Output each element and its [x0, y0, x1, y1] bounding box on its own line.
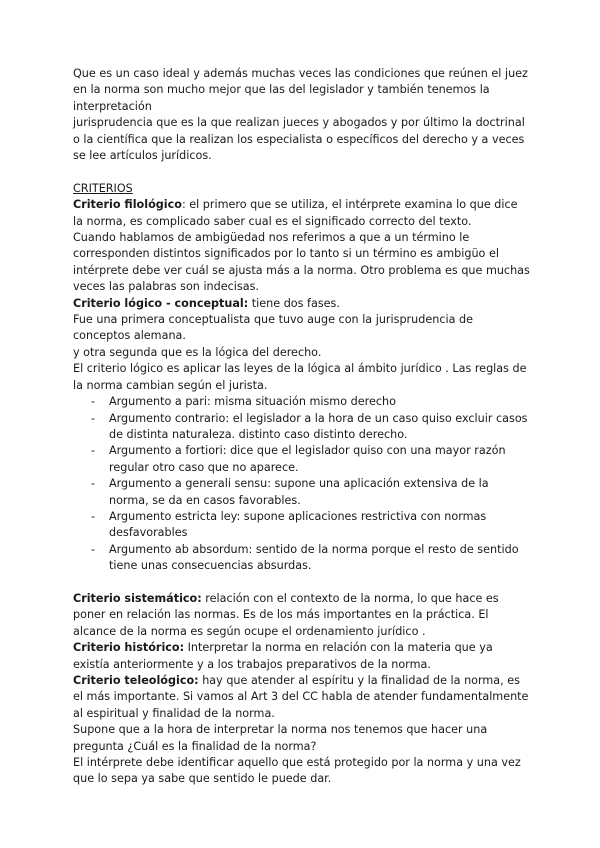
argumento-text: Argumento a pari: misma situación mismo derecho: [109, 395, 396, 409]
list-item: [73, 411, 531, 444]
list-item: [73, 443, 531, 476]
criterio-historico: [73, 640, 531, 673]
criterio-sistematico-text: relación con el contexto de la norma, lo que hace es poner en relación las normas. Es de los más importantes en la práctica. El alcance de la norma es según ocupe el ordenamiento jurídico .: [73, 591, 499, 638]
criterio-teleologico-term: Criterio teleológico:: [73, 674, 199, 687]
list-item: [73, 476, 531, 509]
argumento-text: Argumento estricta ley: supone aplicaciones restrictiva con normas desfavorables: [109, 509, 487, 540]
criterio-filologico: [73, 197, 531, 230]
spacer: [73, 575, 531, 591]
list-item: [73, 394, 531, 410]
criterio-filologico-term: Criterio filológico: [73, 198, 182, 212]
argumento-text: Argumento ab absordum: sentido de la norma porque el resto de sentido tiene unas consecuencias absurdas.: [109, 542, 519, 573]
criterio-sistematico: [73, 591, 531, 640]
dash-bullet: -: [91, 542, 96, 556]
criterio-teleologico: [73, 673, 531, 722]
intro-paragraph-1: Que es un caso ideal y además muchas veces las condiciones que reúnen el juez en la norma son mucho mejor que las del legislador y también tenemos la interpretación: [73, 67, 528, 113]
spacer: [73, 164, 531, 180]
list-item: [73, 509, 531, 542]
document-page: [73, 66, 531, 788]
criterio-filologico-text: : el primero que se utiliza, el intérprete examina lo que dice la norma, es complicado saber cual es el significado correcto del texto.: [73, 198, 518, 228]
criterio-logico-text: tiene dos fases.: [248, 296, 340, 310]
criterio-historico-term: Criterio histórico:: [73, 641, 185, 655]
teleologico-interprete: El intérprete debe identificar aquello que está protegido por la norma y una vez que lo sepa ya sabe que sentido le puede dar.: [73, 756, 521, 786]
dash-bullet: -: [91, 395, 96, 409]
intro-paragraph-2: jurisprudencia que es la que realizan jueces y abogados y por último la doctrinal o la científica que la realizan los especialista o específicos del derecho y a veces se lee artículos jurídicos.: [73, 116, 525, 163]
criterio-teleologico-text: hay que atender al espíritu y la finalidad de la norma, es el más importante. Si vamos al Art 3 del CC habla de atender fundamentalmente al espiritual y finalidad de la norma.: [73, 674, 529, 720]
dash-bullet: -: [91, 509, 96, 523]
argumentos-list: [73, 394, 531, 574]
argumento-text: Argumento a generali sensu: supone una aplicación extensiva de la norma, se da en casos favorables.: [109, 477, 489, 507]
criterio-logico-term: Criterio lógico - conceptual:: [73, 296, 249, 310]
criterio-sistematico-term: Criterio sistemático:: [73, 591, 202, 605]
dash-bullet: -: [91, 444, 96, 458]
teleologico-pregunta: Supone que a la hora de interpretar la norma nos tenemos que hacer una pregunta ¿Cuál es la finalidad de la norma?: [73, 723, 488, 753]
dash-bullet: -: [91, 411, 96, 425]
argumento-text: Argumento a fortiori: dice que el legislador quiso con una mayor razón regular otro caso que no aparece.: [109, 444, 506, 474]
argumento-text: Argumento contrario: el legislador a la hora de un caso quiso excluir casos de distinta naturaleza. distinto caso distinto derecho.: [109, 411, 528, 441]
dash-bullet: -: [91, 477, 96, 491]
logico-definicion: El criterio lógico es aplicar las leyes de la lógica al ámbito jurídico . Las reglas de la norma cambian según el jurista.: [73, 362, 527, 392]
criterio-historico-text: Interpretar la norma en relación con la materia que ya existía anteriormente y a los trabajos preparativos de la norma.: [73, 641, 493, 671]
list-item: [73, 542, 531, 575]
logico-fase-2: y otra segunda que es la lógica del derecho.: [73, 345, 322, 359]
logico-fase-1: Fue una primera conceptualista que tuvo auge con la jurisprudencia de conceptos alemana.: [73, 313, 473, 343]
criterio-logico: [73, 296, 531, 312]
ambiguedad-paragraph: Cuando hablamos de ambigüedad nos referimos a que a un término le corresponden distintos significados por lo tanto si un término es ambigüo el intérprete debe ver cuál se ajusta más a la norma. Otro problema es que muchas veces las palabras son indecisas.: [73, 231, 530, 294]
criterios-heading: CRITERIOS: [73, 181, 133, 195]
